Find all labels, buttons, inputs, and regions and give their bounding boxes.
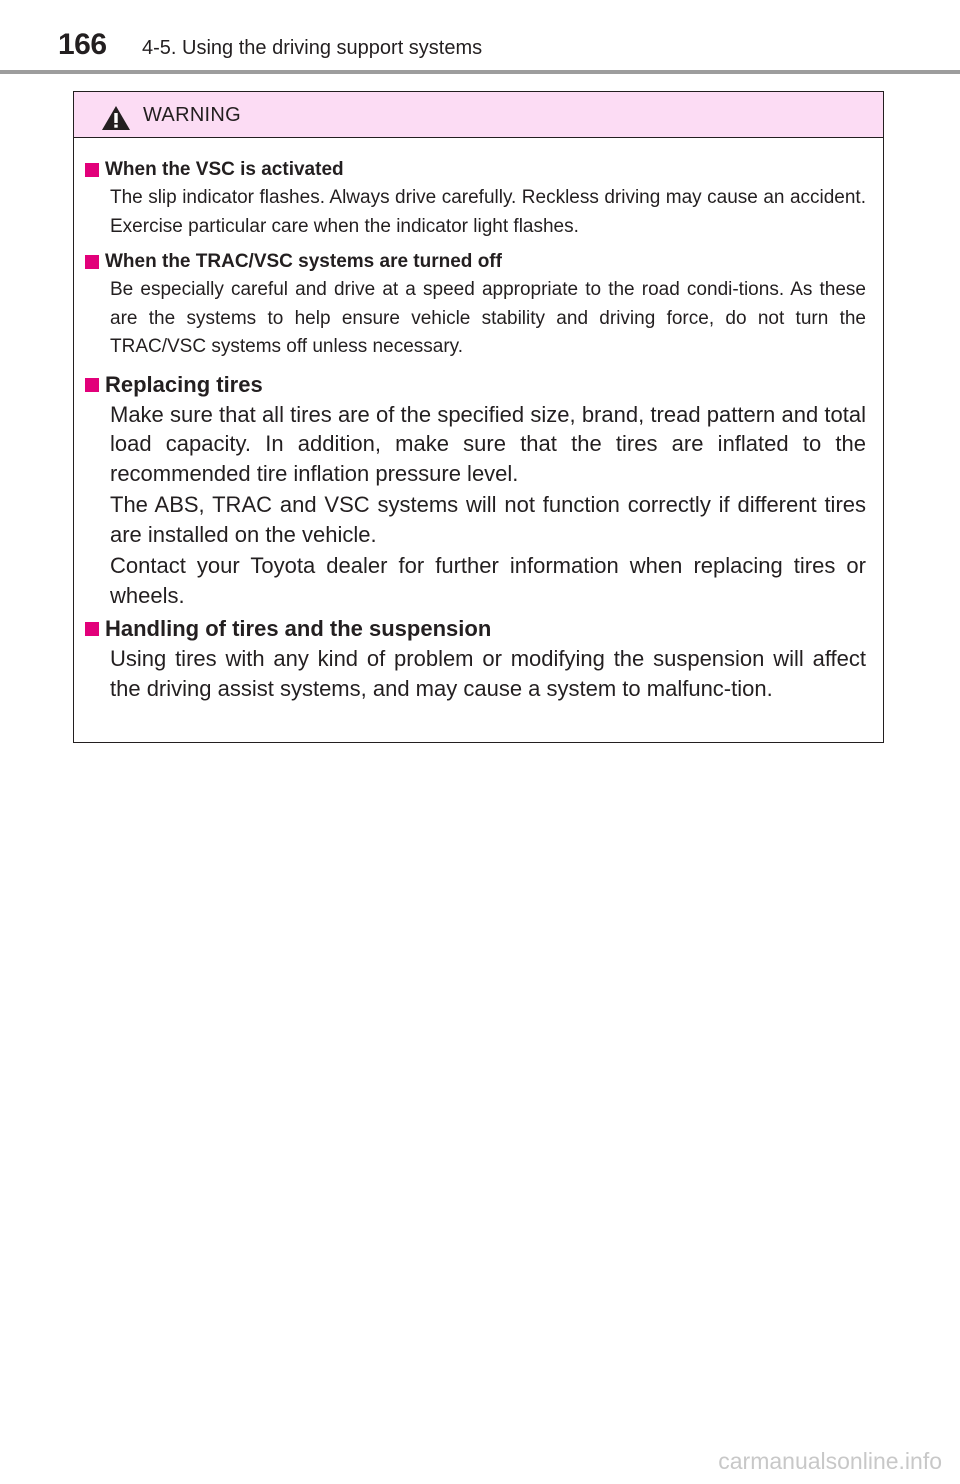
warning-triangle-icon <box>101 105 131 131</box>
item-heading-text: When the VSC is activated <box>105 159 344 180</box>
item-paragraph: The ABS, TRAC and VSC systems will not function correctly if different tires are installed on the vehicle. <box>110 492 866 547</box>
item-heading <box>83 156 866 184</box>
warning-label: WARNING <box>143 104 242 126</box>
item-paragraph: Be especially careful and drive at a speed appropriate to the road condi-tions. As these are the systems to help ensure vehicle stability and driving force, do not turn the TRAC/VSC systems off unless necessary. <box>110 279 866 357</box>
page-number: 166 <box>58 28 107 61</box>
item-heading <box>83 370 866 400</box>
header-divider <box>0 70 960 74</box>
item-heading <box>83 614 866 644</box>
watermark: carmanualsonline.info <box>718 1448 942 1474</box>
square-bullet-icon <box>85 163 99 177</box>
square-bullet-icon <box>85 255 99 269</box>
section-title: 4-5. Using the driving support systems <box>142 37 483 59</box>
item-paragraph: Using tires with any kind of problem or modifying the suspension will affect the driving assist systems, and may cause a system to malfunc-tion. <box>110 646 866 701</box>
item-paragraph: Make sure that all tires are of the specified size, brand, tread pattern and total load capacity. In addition, make sure that the tires are inflated to the recommended tire inflation pressure level. <box>110 401 866 486</box>
item-heading-text: Replacing tires <box>105 371 263 397</box>
item-paragraph: The slip indicator flashes. Always drive carefully. Reckless driving may cause an accident. Exercise particular care when the indicator light flashes. <box>110 187 866 237</box>
item-heading-text: When the TRAC/VSC systems are turned off <box>105 251 502 272</box>
warning-item-replacing-tires <box>83 370 866 611</box>
warning-body <box>74 138 883 703</box>
item-heading <box>83 248 866 276</box>
warning-item-tires-suspension <box>83 614 866 703</box>
warning-box <box>73 91 884 743</box>
warning-item-vsc-activated <box>83 156 866 241</box>
square-bullet-icon <box>85 378 99 392</box>
warning-header <box>74 92 883 138</box>
item-heading-text: Handling of tires and the suspension <box>105 616 492 641</box>
warning-item-trac-vsc-off <box>83 248 866 362</box>
page-header <box>0 0 960 74</box>
item-paragraph: Contact your Toyota dealer for further information when replacing tires or wheels. <box>110 553 866 608</box>
square-bullet-icon <box>85 622 99 636</box>
